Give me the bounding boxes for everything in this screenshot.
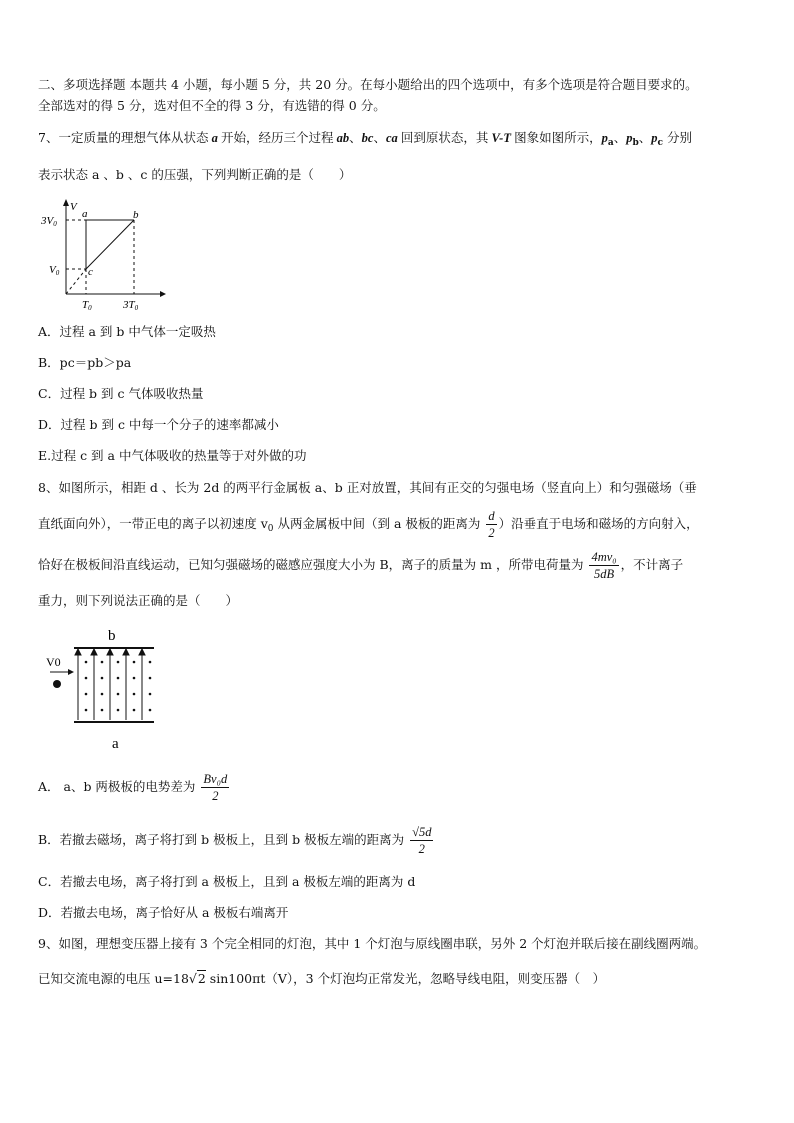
q9-stem-line2: 已知交流电源的电压 u=18√2 sin100πt（V），3 个灯泡均正常发光，忽略导线电阻，则变压器（ ） xyxy=(38,971,606,986)
q7-option-a: A．过程 a 到 b 中气体一定吸热 xyxy=(38,324,216,339)
q7-vt-graph xyxy=(30,196,170,314)
frac-d-over-2: $\frac{d}{2}$ xyxy=(488,509,495,540)
q8-stem-line4: 重力，则下列说法正确的是（ ） xyxy=(38,593,239,608)
point-a-label: a xyxy=(82,208,88,220)
q7-option-b: B．pc＝pb＞pa xyxy=(38,355,132,370)
q8-plates-figure xyxy=(40,622,170,752)
q8-stem-line3: 恰好在极板间沿直线运动，已知匀强磁场的磁感应强度大小为 B，离子的质量为 m ，所带电荷量为 $\frac{\text{4mv₀}}{5dB}$ ，不计离子 xyxy=(38,550,684,581)
q8-option-a: A． a、b 两极板的电势差为 $\frac{\text{Bv₀d}}{2}$ xyxy=(38,772,228,803)
q8-option-d: D．若撤去电场，离子恰好从 a 极板右端离开 xyxy=(38,905,289,920)
q7-option-c: C．过程 b 到 c 气体吸收热量 xyxy=(38,386,204,401)
section-header-line2: 全部选对的得 5 分，选对但不全的得 3 分，有选错的得 0 分。 xyxy=(38,98,386,113)
v-axis-label: V xyxy=(70,201,77,213)
q7-stem-line2: 表示状态 a 、b 、c 的压强，下列判断正确的是（ ） xyxy=(38,167,352,182)
section-header-line1: 二、多项选择题 本题共 4 小题，每小题 5 分，共 20 分。在每小题给出的四个选项中，有多个选项是符合题目要求的。 xyxy=(38,77,698,92)
q8-option-b: B．若撤去磁场，离子将打到 b 极板上，且到 b 极板左端的距离为 $\frac{√5d}{2}$ xyxy=(38,825,432,856)
q8-option-c: C．若撤去电场，离子将打到 a 极板上，且到 a 极板左端的距离为 d xyxy=(38,874,416,889)
ion-dot xyxy=(53,680,61,688)
frac-charge: $\frac{\text{4mv₀}}{5dB}$ xyxy=(591,550,617,581)
q8-stem-line1: 8、如图所示，相距 d 、长为 2d 的两平行金属板 a、b 正对放置，其间有正交的匀强电场（竖直向上）和匀强磁场（垂 xyxy=(38,480,697,495)
v0-label: V0 xyxy=(49,264,60,277)
q8-stem-line2: 直纸面向外），一带正电的离子以初速度 $v_0$ 从两金属板中间（到 a 极板的距离为 $\frac{d}{2}$ ）沿垂直于电场和磁场的方向射入， xyxy=(38,509,699,540)
three-v0-label: 3V0 xyxy=(41,215,57,228)
plate-a-label: a xyxy=(112,736,119,752)
t0-label: T0 xyxy=(82,299,92,312)
three-t0-label: 3T0 xyxy=(123,299,139,312)
q9-stem-line1: 9、如图，理想变压器上接有 3 个完全相同的灯泡，其中 1 个灯泡与原线圈串联，另外 2 个灯泡并联后接在副线圈两端。 xyxy=(38,936,707,951)
point-b-label: b xyxy=(133,209,139,221)
v0-label: V0 xyxy=(46,655,61,669)
q7-stem-line1: 7、一定质量的理想气体从状态 a 开始，经历三个过程 ab、bc、ca 回到原状态，其 V-T 图象如图所示，$p_a$、$p_b$、$p_c$ 分别 xyxy=(38,130,693,148)
q7-option-d: D．过程 b 到 c 中每一个分子的速率都减小 xyxy=(38,417,279,432)
plate-b-label: b xyxy=(108,628,116,644)
q7-option-e: E.过程 c 到 a 中气体吸收的热量等于对外做的功 xyxy=(38,448,307,463)
point-c-label: c xyxy=(88,266,93,278)
